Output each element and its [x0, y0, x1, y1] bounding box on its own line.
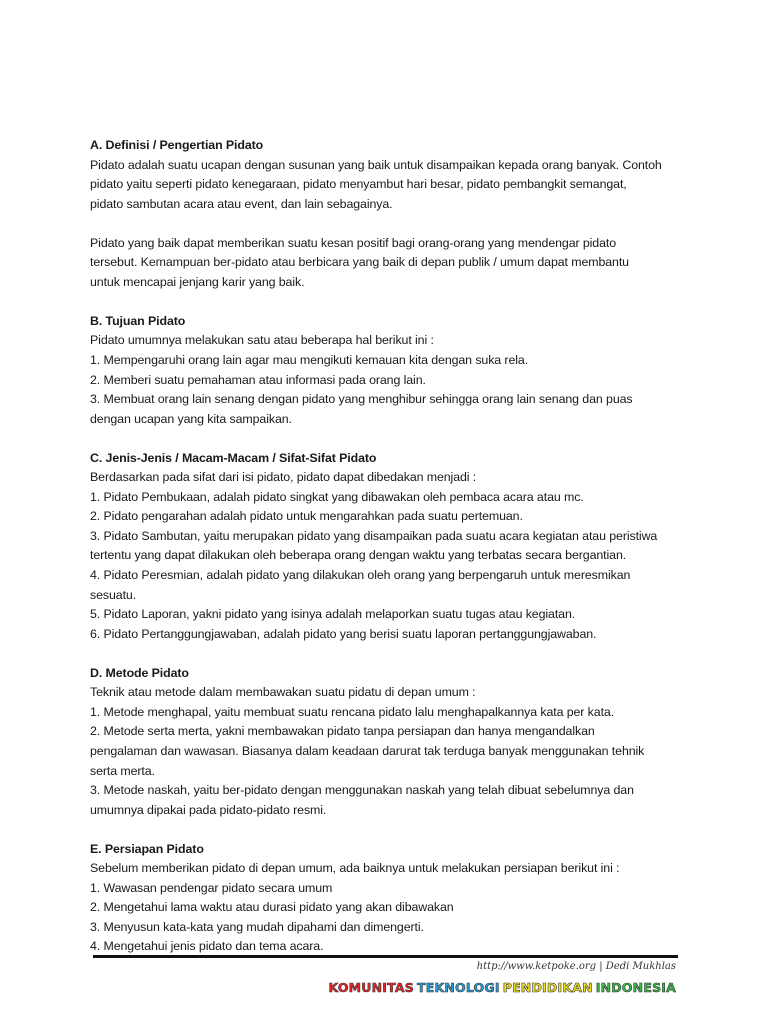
paragraph-line: Berdasarkan pada sifat dari isi pidato, pidato dapat dibedakan menjadi : [90, 470, 477, 485]
section-heading: E. Persiapan Pidato [90, 841, 204, 856]
paragraph-line: 1. Wawasan pendengar pidato secara umum [90, 880, 333, 895]
paragraph-line: serta merta. [90, 763, 155, 778]
brand-word: KOMUNITAS [328, 980, 414, 995]
paragraph-line: Sebelum memberikan pidato di depan umum, ada baiknya untuk melakukan persiapan berikut ini : [90, 861, 620, 876]
footer-divider [93, 955, 678, 958]
paragraph-line: 6. Pidato Pertanggungjawaban, adalah pidato yang berisi suatu laporan pertanggungjawaban. [90, 626, 597, 641]
paragraph-line: 2. Memberi suatu pemahaman atau informasi pada orang lain. [90, 372, 426, 387]
paragraph-line: 3. Menyusun kata-kata yang mudah dipahami dan dimengerti. [90, 919, 424, 934]
paragraph-line: 1. Metode menghapal, yaitu membuat suatu rencana pidato lalu menghapalkannya kata per kata. [90, 704, 615, 719]
paragraph-line: 2. Pidato pengarahan adalah pidato untuk mengarahkan pada suatu pertemuan. [90, 509, 523, 524]
paragraph-line: Pidato adalah suatu ucapan dengan susunan yang baik untuk disampaikan kepada orang banyak. Contoh [90, 157, 662, 172]
blank-line [90, 214, 690, 234]
paragraph-line: 3. Membuat orang lain senang dengan pidato yang menghibur sehingga orang lain senang dan puas [90, 392, 633, 407]
paragraph-line: tersebut. Kemampuan ber-pidato atau berbicara yang baik di depan publik / umum dapat membantu [90, 255, 629, 270]
blank-line [90, 292, 690, 312]
paragraph-line: Pidato umumnya melakukan satu atau beberapa hal berikut ini : [90, 333, 434, 348]
paragraph-line: 3. Pidato Sambutan, yaitu merupakan pidato yang disampaikan pada suatu acara kegiatan atau peristiwa [90, 528, 658, 543]
brand-word: PENDIDIKAN [502, 980, 593, 995]
section-heading: D. Metode Pidato [90, 665, 189, 680]
paragraph-line: 5. Pidato Laporan, yakni pidato yang isinya adalah melaporkan suatu tugas atau kegiatan. [90, 607, 576, 622]
document-body [90, 136, 690, 957]
paragraph-line: Pidato yang baik dapat memberikan suatu kesan positif bagi orang-orang yang mendengar pidato [90, 235, 617, 250]
paragraph-line: untuk mencapai jenjang karir yang baik. [90, 274, 305, 289]
paragraph-line: pidato yaitu seperti pidato kenegaraan, pidato menyambut hari besar, pidato pembangkit semangat, [90, 177, 627, 192]
paragraph-line: 2. Metode serta merta, yakni membawakan pidato tanpa persiapan dan hanya mengandalkan [90, 724, 595, 739]
paragraph-line: tertentu yang dapat dilakukan oleh beberapa orang dengan waktu yang terbatas secara bergantian. [90, 548, 627, 563]
section-heading: C. Jenis-Jenis / Macam-Macam / Sifat-Sifat Pidato [90, 450, 377, 465]
blank-line [90, 429, 690, 449]
paragraph-line: 4. Pidato Peresmian, adalah pidato yang dilakukan oleh orang yang berpengaruh untuk meresmikan [90, 568, 631, 583]
section-heading: B. Tujuan Pidato [90, 313, 186, 328]
paragraph-line: 4. Mengetahui jenis pidato dan tema acara. [90, 939, 324, 954]
blank-line [90, 820, 690, 840]
brand-word: TEKNOLOGI [417, 980, 500, 995]
paragraph-line: pengalaman dan wawasan. Biasanya dalam keadaan darurat tak terduga banyak menggunakan tehnik [90, 743, 645, 758]
section-heading: A. Definisi / Pengertian Pidato [90, 138, 264, 152]
paragraph-line: dengan ucapan yang kita sampaikan. [90, 411, 292, 426]
paragraph-line: 1. Pidato Pembukaan, adalah pidato singkat yang dibawakan oleh pembaca acara atau mc. [90, 489, 584, 504]
paragraph-line: sesuatu. [90, 587, 137, 602]
paragraph-line: 3. Metode naskah, yaitu ber-pidato dengan menggunakan naskah yang telah dibuat sebelumnya dan [90, 783, 634, 798]
paragraph-line: 2. Mengetahui lama waktu atau durasi pidato yang akan dibawakan [90, 900, 454, 915]
paragraph-line: 1. Mempengaruhi orang lain agar mau mengikuti kemauan kita dengan suka rela. [90, 353, 529, 368]
paragraph-line: pidato sambutan acara atau event, dan lain sebagainya. [90, 196, 393, 211]
brand-word: INDONESIA [595, 980, 676, 995]
footer-url: http://www.ketpoke.org | Dedi Mukhlas [476, 961, 676, 972]
blank-line [90, 644, 690, 664]
footer-brand-logo [326, 980, 677, 995]
paragraph-line: Teknik atau metode dalam membawakan suatu pidatu di depan umum : [90, 685, 476, 700]
paragraph-line: umumnya dipakai pada pidato-pidato resmi. [90, 802, 327, 817]
